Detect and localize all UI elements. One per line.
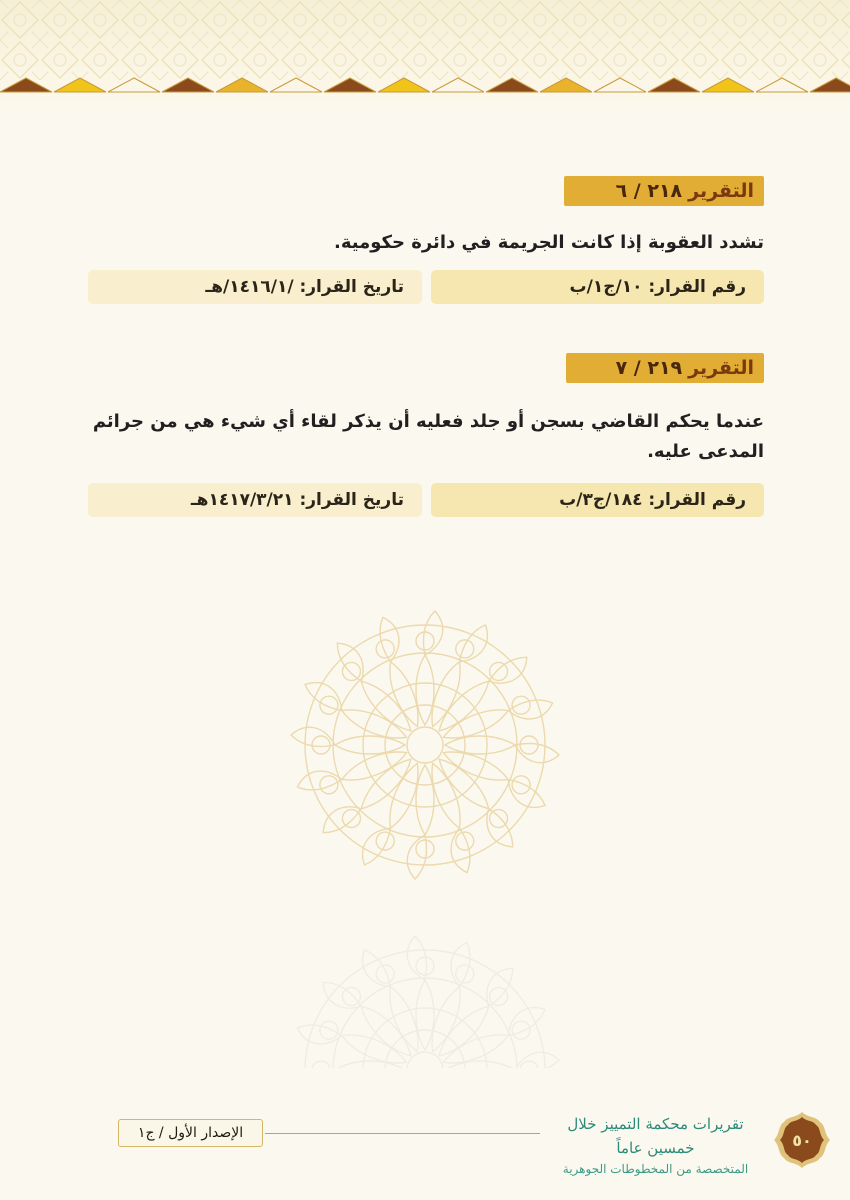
report-title-word: التقرير bbox=[688, 180, 754, 202]
report-title-2 bbox=[566, 353, 764, 383]
report-text-1: تشدد العقوبة إذا كانت الجريمة في دائرة حكومية. bbox=[334, 232, 764, 253]
decision-date-1: تاريخ القرار: /١٤١٦/١/هـ bbox=[205, 277, 404, 297]
header-band bbox=[0, 0, 850, 115]
report-title-number: ٢١٩ / ٧ bbox=[615, 357, 683, 379]
edition-label bbox=[118, 1119, 263, 1147]
calligraphy-line-1: تقريرات محكمة التمييز خلال خمسين عاماً bbox=[567, 1115, 744, 1157]
report-section-2 bbox=[88, 353, 764, 523]
page-number: ٥٠ bbox=[792, 1130, 812, 1150]
footer-divider bbox=[265, 1133, 540, 1134]
decision-number-1: رقم القرار: ١٠/ج١/ب bbox=[569, 277, 746, 297]
report-title-word: التقرير bbox=[688, 357, 754, 379]
report-section-1 bbox=[88, 176, 764, 306]
header-pattern-ornament bbox=[0, 0, 850, 80]
edition-text: الإصدار الأول / ج١ bbox=[137, 1125, 244, 1141]
mandala-reflection-icon bbox=[283, 888, 567, 1068]
decision-number-2: رقم القرار: ١٨٤/ج٣/ب bbox=[559, 490, 746, 510]
decision-date-2: تاريخ القرار: ١٤١٧/٣/٢١هـ bbox=[190, 490, 404, 510]
report-title-number: ٢١٨ / ٦ bbox=[615, 180, 683, 202]
header-triangle-border bbox=[0, 72, 850, 98]
footer-calligraphy-title bbox=[548, 1112, 763, 1176]
report-title-1 bbox=[564, 176, 764, 206]
mandala-ornament-icon bbox=[283, 603, 567, 887]
decision-number-box-2 bbox=[431, 483, 764, 517]
calligraphy-line-2: المتخصصة من المخطوطات الجوهرية bbox=[562, 1162, 749, 1176]
decision-date-box-2 bbox=[88, 483, 422, 517]
decision-number-box-1 bbox=[431, 270, 764, 304]
report-text-2: عندما يحكم القاضي بسجن أو جلد فعليه أن يذكر لقاء أي شيء هي من جرائم المدعى عليه. bbox=[92, 411, 764, 462]
decision-date-box-1 bbox=[88, 270, 422, 304]
